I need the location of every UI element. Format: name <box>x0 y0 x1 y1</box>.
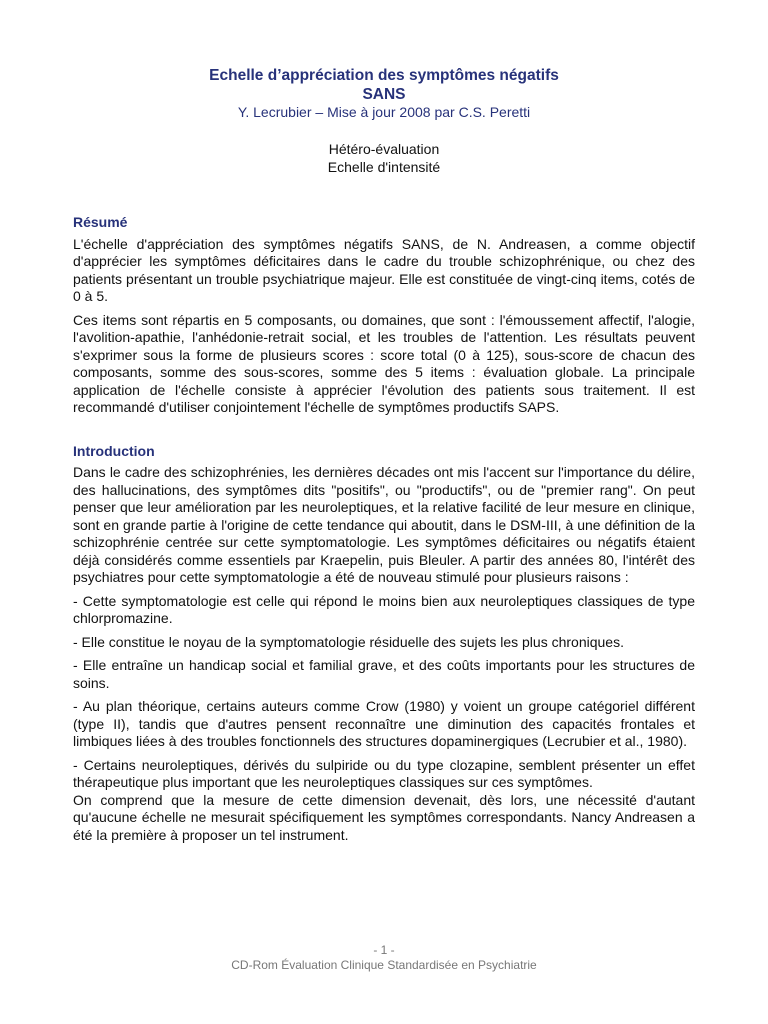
page-footer <box>0 943 768 973</box>
evaluation-type <box>0 140 768 176</box>
introduction-bullet: - Au plan théorique, certains auteurs comme Crow (1980) y voient un groupe catégoriel différent (type II), tandis que d'autres pensent reconnaître une diminution des capacités frontales et limbiques liées à des troubles fonctionnels des structures dopaminergiques (Lecrubier et al., 1980). <box>73 698 695 749</box>
introduction-conclusion: On comprend que la mesure de cette dimension devenait, dès lors, une nécessité d'autant qu'aucune échelle ne mesurait spécifiquement les symptômes correspondants. Nancy Andreasen a été la première à proposer un tel instrument. <box>73 791 695 843</box>
document-body <box>73 214 695 850</box>
resume-heading: Résumé <box>73 214 128 230</box>
introduction-heading: Introduction <box>73 442 155 459</box>
document-header <box>0 66 768 121</box>
introduction-paragraph: Dans le cadre des schizophrénies, les dernières décades ont mis l'accent sur l'importance du délire, des hallucinations, des symptômes dits "positifs", ou "productifs", ou de "premier rang". On peut penser que leur amélioration par les neuroleptiques, et la relative facilité de leur mesure en clinique, sont en grande partie à l'origine de cette tendance qui aboutit, dans le DSM-III, à une définition de la schizophrénie centrée sur cette symptomatologie. Les symptômes déficitaires ou négatifs étaient déjà considérés comme essentiels par Kraepelin, puis Bleuler. A partir des années 80, l'intérêt des psychiatres pour cette symptomatologie a été de nouveau stimulé pour plusieurs raisons : <box>73 464 695 585</box>
page-number: - 1 - <box>373 943 395 957</box>
author-line: Y. Lecrubier – Mise à jour 2008 par C.S. Peretti <box>237 104 531 120</box>
introduction-bullet: - Elle constitue le noyau de la symptomatologie résiduelle des sujets les plus chroniques. <box>73 633 624 650</box>
evaluation-mode: Hétéro-évaluation <box>328 141 440 157</box>
evaluation-scale: Echelle d'intensité <box>327 159 441 175</box>
introduction-bullet: - Elle entraîne un handicap social et familial grave, et des coûts importants pour les structures de soins. <box>73 657 695 691</box>
document-acronym: SANS <box>362 86 406 103</box>
document-title: Echelle d’appréciation des symptômes négatifs <box>209 67 559 84</box>
introduction-bullet: - Cette symptomatologie est celle qui répond le moins bien aux neuroleptiques classiques de type chlorpromazine. <box>73 592 695 626</box>
introduction-bullet: - Certains neuroleptiques, dérivés du sulpiride ou du type clozapine, semblent présenter un effet thérapeutique plus important que les neuroleptiques classiques sur ces symptômes. <box>73 756 695 790</box>
resume-paragraph: Ces items sont répartis en 5 composants, ou domaines, que sont : l'émoussement affectif, l'alogie, l'avolition-apathie, l'anhédonie-retrait social, et les troubles de l'attention. Les résultats peuvent s'exprimer sous la forme de plusieurs scores : score total (0 à 125), sous-score de chacun des composants, somme des sous-scores, somme des 5 items : évaluation globale. La principale application de l'échelle consiste à apprécier l'évolution des patients sous traitement. Il est recommandé d'utiliser conjointement l'échelle de symptômes productifs SAPS. <box>73 311 695 415</box>
resume-paragraph: L'échelle d'appréciation des symptômes négatifs SANS, de N. Andreasen, a comme objectif d'apprécier les symptômes déficitaires dans le cadre du trouble schizophrénique, ou chez des patients présentant un trouble psychiatrique majeur. Elle est constituée de vingt-cinq items, cotés de 0 à 5. <box>73 235 695 304</box>
footer-source: CD-Rom Évaluation Clinique Standardisée en Psychiatrie <box>231 958 537 972</box>
